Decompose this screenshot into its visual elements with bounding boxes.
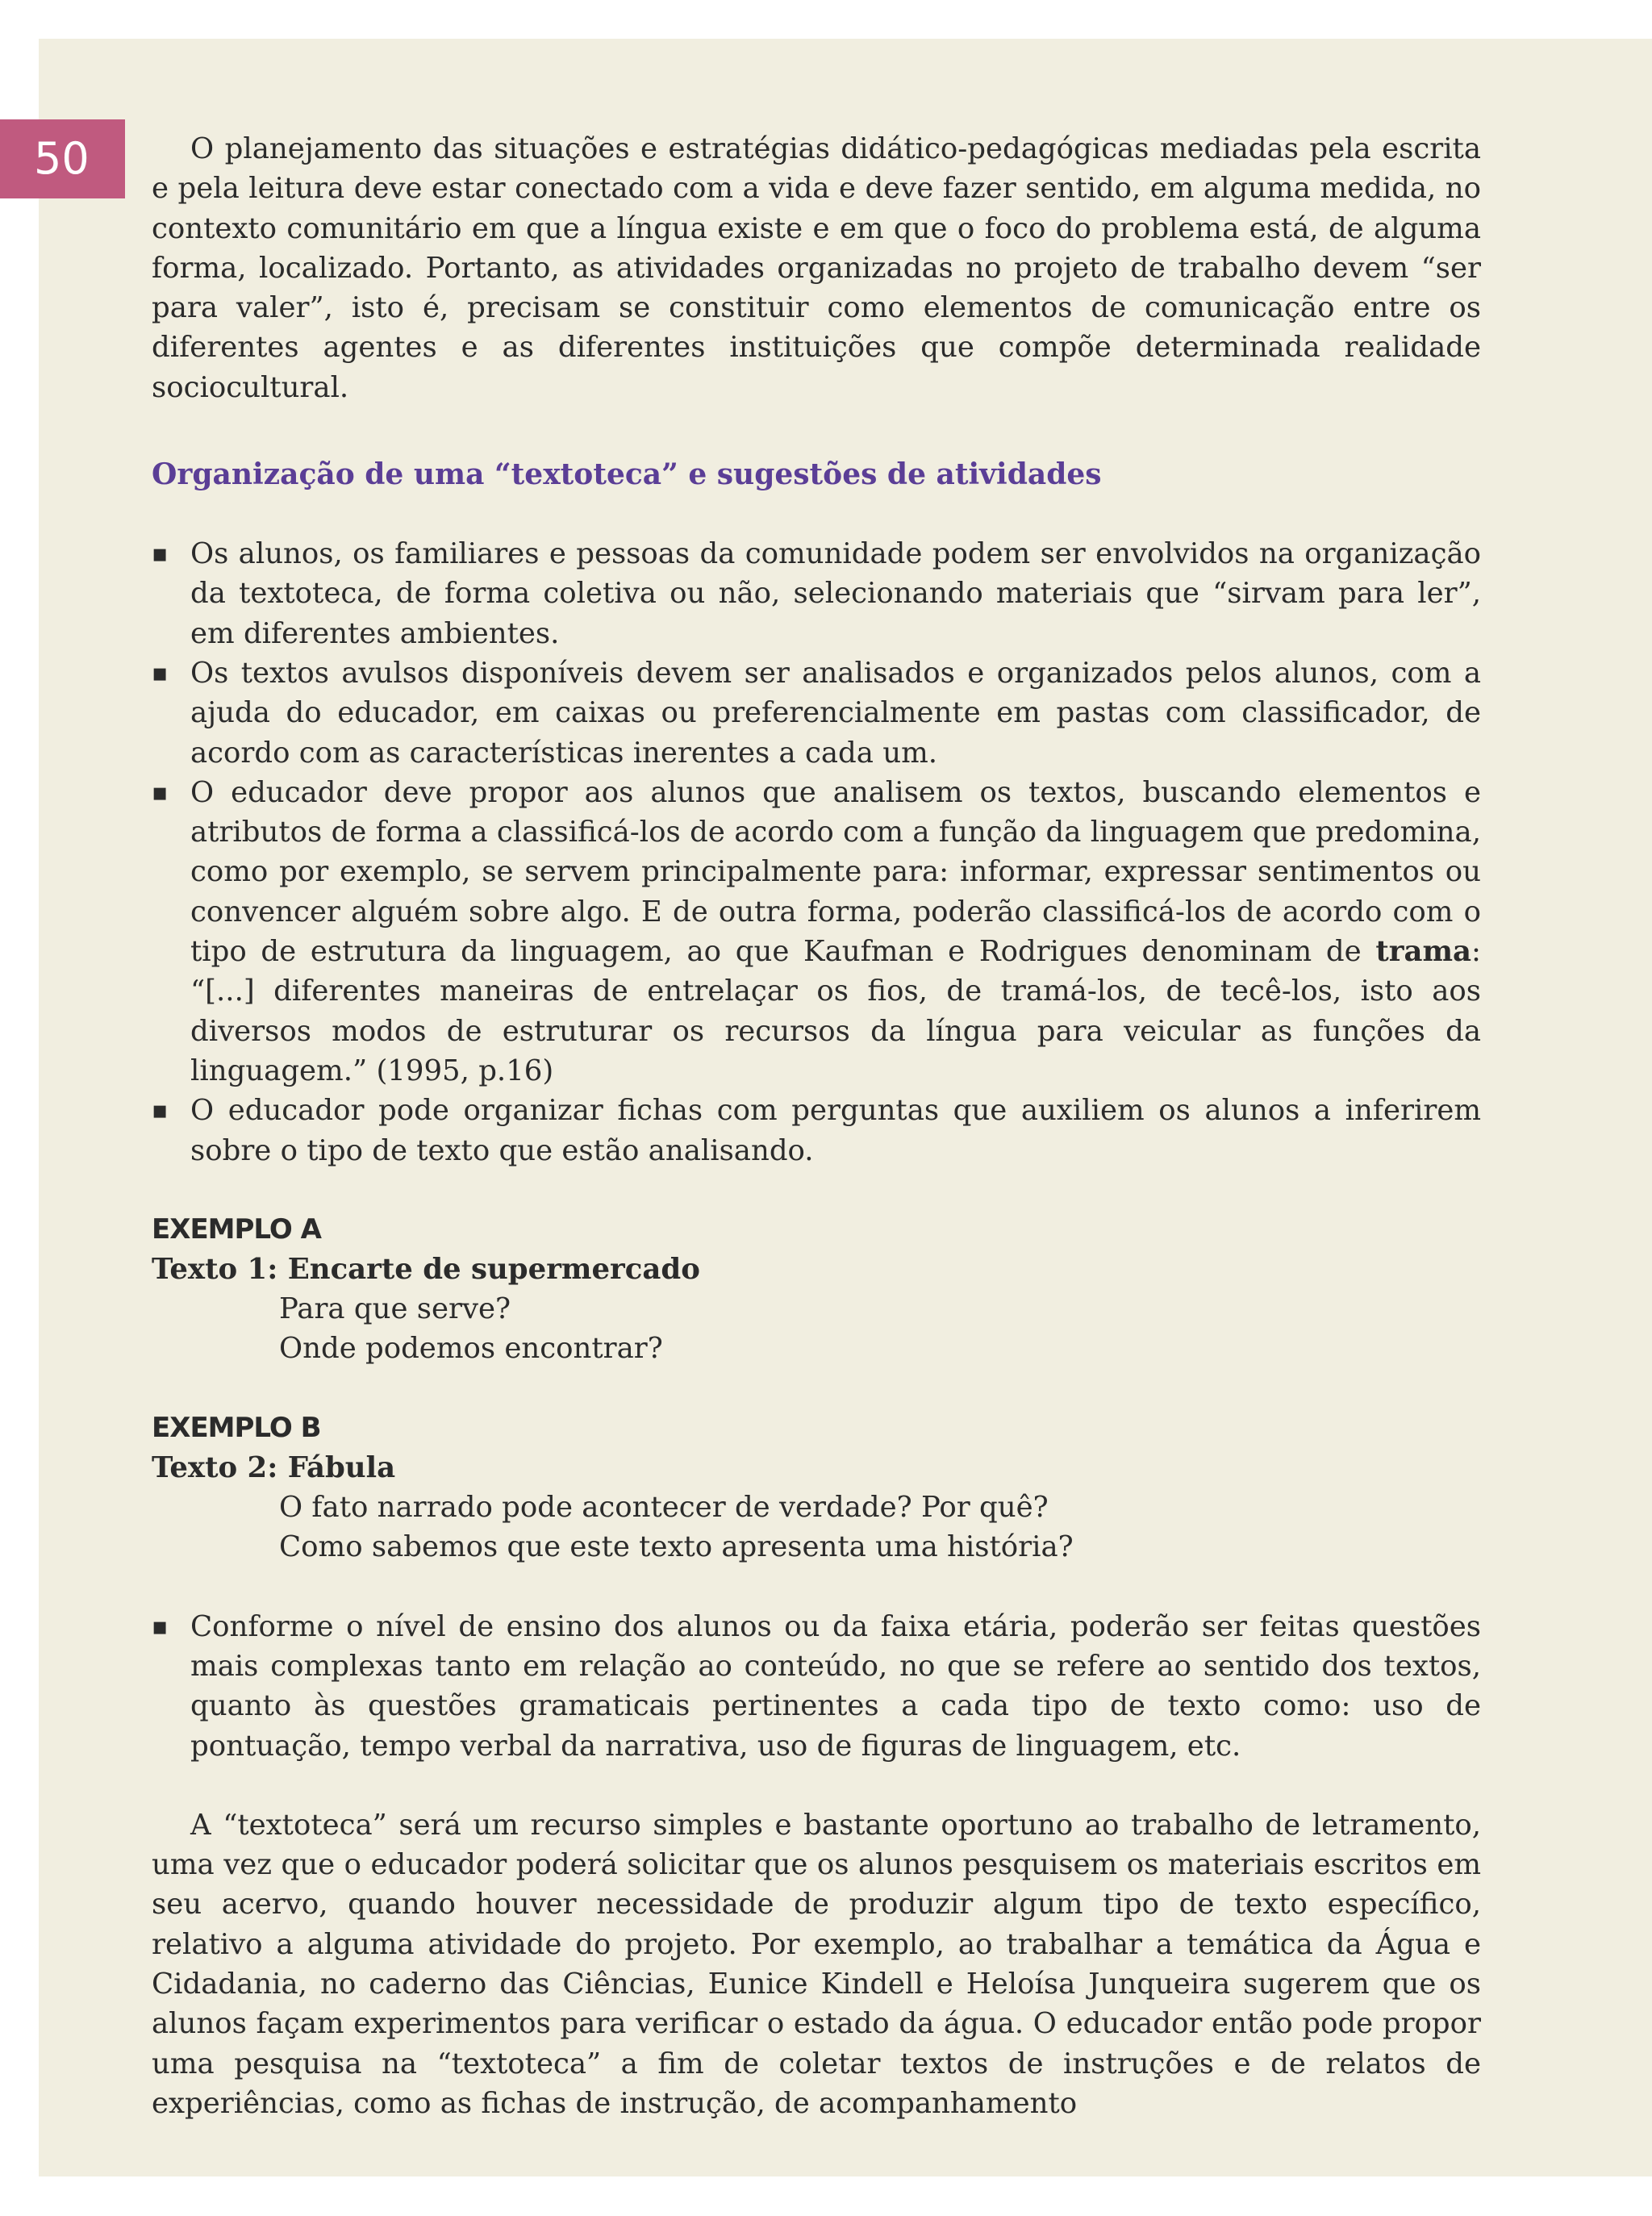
final-paragraph: A “textoteca” será um recurso simples e bastante oportuno ao trabalho de letramento, uma vez que o educador poderá solicitar que os alunos pesquisem os materiais escritos em seu acervo, quando houver necessidade de produzir algum tipo de texto específico, relativo a alguma atividade do projeto. Por exemplo, ao trabalhar a temática da Água e Cidadania, no caderno das Ciências, Eunice Kindell e Heloísa Junqueira sugerem que os alunos façam experimentos para verificar o estado da água. O educador então pode propor uma pesquisa na “textoteca” a fim de coletar textos de instruções e de relatos de experiências, como as fichas de instrução, de acompanhamento <box>152 1808 1481 2120</box>
list-item <box>152 653 1481 773</box>
list-item <box>152 773 1481 1091</box>
trama-term: trama <box>1375 935 1472 969</box>
list-item-text: O educador pode organizar fichas com perguntas que auxiliem os alunos a inferirem sobre o tipo de texto que estão analisando. <box>190 1094 1481 1167</box>
example-a-question: Para que serve? <box>279 1292 511 1326</box>
complexity-list <box>152 1607 1481 1766</box>
activity-list <box>152 534 1481 1171</box>
page-number-tab: 50 <box>0 119 125 198</box>
example-b-question: Como sabemos que este texto apresenta uma história? <box>279 1530 1074 1564</box>
list-item <box>152 1091 1481 1171</box>
list-item-text: Os alunos, os familiares e pessoas da comunidade podem ser envolvidos na organização da textoteca, de forma coletiva ou não, selecionando materiais que “sirvam para ler”, em diferentes ambientes. <box>190 537 1481 650</box>
list-item <box>152 1607 1481 1766</box>
section-title: Organização de uma “textoteca” e sugestões de atividades <box>152 457 1102 492</box>
bullet-icon: ▪ <box>152 540 169 569</box>
bullet-icon: ▪ <box>152 1612 169 1641</box>
list-item <box>152 534 1481 653</box>
page-content <box>152 129 1481 2123</box>
list-item-text-after: : “[...] diferentes maneiras de entrelaçar os fios, de tramá-los, de tecê-los, isto aos diversos modos de estruturar os recursos da língua para veicular as funções da linguagem.” (1995, p.16) <box>190 935 1481 1087</box>
intro-paragraph: O planejamento das situações e estratégias didático-pedagógicas mediadas pela escrita e pela leitura deve estar conectado com a vida e deve fazer sentido, em alguma medida, no contexto comunitário em que a língua existe e em que o foco do problema está, de alguma forma, localizado. Portanto, as atividades organizadas no projeto de trabalho devem “ser para valer”, isto é, precisam se constituir como elementos de comunicação entre os diferentes agentes e as diferentes instituições que compõe determinada realidade sociocultural. <box>152 132 1481 404</box>
bullet-icon: ▪ <box>152 778 169 807</box>
example-a-text: Texto 1: Encarte de supermercado <box>152 1252 700 1286</box>
example-b-text: Texto 2: Fábula <box>152 1450 396 1484</box>
list-item-text-before: O educador deve propor aos alunos que analisem os textos, buscando elementos e atributos de forma a classificá-los de acordo com a função da linguagem que predomina, como por exemplo, se servem principalmente para: informar, expressar sentimentos ou convencer alguém sobre algo. E de outra forma, poderão classificá-los de acordo com o tipo de estrutura da linguagem, ao que Kaufman e Rodrigues denominam de <box>190 775 1481 969</box>
list-item-text: Conforme o nível de ensino dos alunos ou da faixa etária, poderão ser feitas questões mais complexas tanto em relação ao conteúdo, no que se refere ao sentido dos textos, quanto às questões gramaticais pertinentes a cada tipo de texto como: uso de pontuação, tempo verbal da narrativa, uso de figuras de linguagem, etc. <box>190 1609 1481 1763</box>
example-b-label: EXEMPLO B <box>152 1411 321 1444</box>
example-a-question: Onde podemos encontrar? <box>279 1332 663 1366</box>
example-a-label: EXEMPLO A <box>152 1212 321 1246</box>
example-b-question: O fato narrado pode acontecer de verdade? Por quê? <box>279 1491 1049 1525</box>
list-item-text: Os textos avulsos disponíveis devem ser analisados e organizados pelos alunos, com a ajuda do educador, em caixas ou preferencialmente em pastas com classificador, de acordo com as características inerentes a cada um. <box>190 656 1481 770</box>
bullet-icon: ▪ <box>152 1096 169 1125</box>
bullet-icon: ▪ <box>152 658 169 687</box>
